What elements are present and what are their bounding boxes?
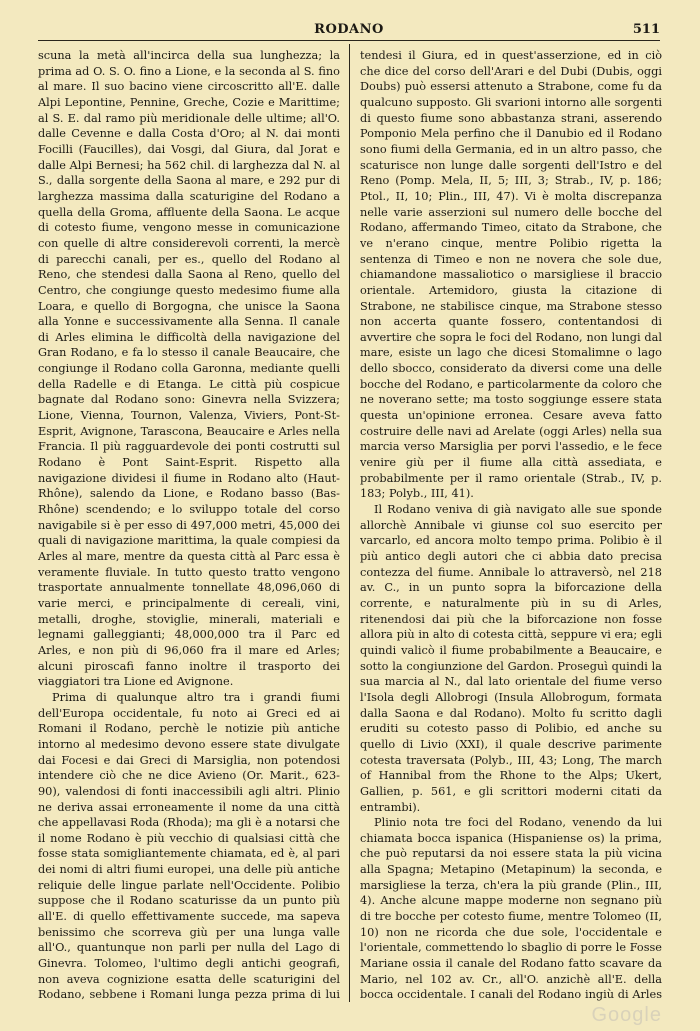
paragraph: Plinio nota tre foci del Rodano, venendo da lui chiamata bocca ispanica (Hispaniense os) la prima, che può reputarsi da noi essere stata la più vicina alla Spagna; Metapino (Metapinum) la seconda, e marsigliese la terza, ch'era la più grande (Plin., III, 4). Anche alcune mappe moderne non segnano più di tre bocche per cotesto fiume, mentre Tolomeo (II, 10) non ne ricorda che due sole, l'occidentale e l'orientale, commettendo lo sbaglio di porre le Fosse Mariane ossia il canale del Rodano fatto scavare da Mario, nel 102 av. Cr., all'O. anzichè all'E. della bocca occidentale. I canali del Rodano ingiù di Arles bbox=[360, 816, 662, 1002]
watermark: Google bbox=[591, 1004, 662, 1026]
running-header bbox=[38, 22, 660, 42]
right-column bbox=[360, 48, 662, 1003]
paragraph: tendesi il Giura, ed in quest'asserzione, ed in ciò che dice del corso dell'Arari e del Dubi (Dubis, oggi Doubs) può essersi attenuto a Strabone, come fu da qualcuno supposto. Gli svarioni intorno alle sorgenti di questo fiume sono abbastanza strani, asserendo Pomponio Mela perfino che il Danubio ed il Rodano sono fiumi della Germania, ed in un altro passo, che scaturisce non lunge dalle sorgenti dell'Istro e del Reno (Pomp. Mela, II, 5; III, 3; Strab., IV, p. 186; Ptol., II, 10; Plin., III, 47). Vi è molta discrepanza nelle varie asserzioni sul numero delle bocche del Rodano, affermando Timeo, citato da Strabone, che ve n'erano cinque, mentre Polibio rigetta la sentenza di Timeo e non ne novera che sole due, chiamandone massaliotico o marsigliese il braccio orientale. Artemidoro, giusta la citazione di Strabone, ne stabilisce cinque, ma Strabone stesso non accerta quante fossero, contentandosi di avvertire che sopra le foci del Rodano, non lungi dal mare, esiste un lago che dicesi Stomalimne o lago dello sbocco, considerato da diversi come una delle bocche del Rodano, e particolarmente da coloro che ne noverano sette; ma tosto soggiunge essere stata questa un'opinione erronea. Cesare aveva fatto costruire delle navi ad Arelate (oggi Arles) nella sua marcia verso Marsiglia per porvi l'assedio, e le fece venire giù per il fiume alla città assediata, e probabilmente per il ramo orientale (Strab., IV, p. 183; Polyb., III, 41). bbox=[360, 49, 662, 501]
header-rule bbox=[38, 40, 660, 41]
running-title: RODANO bbox=[314, 22, 384, 37]
paragraph: Il Rodano veniva di già navigato alle sue sponde allorchè Annibale vi giunse col suo esercito per varcarlo, ed ancora molto tempo prima. Polibio è il più antico degli autori che ci abbia dato precisa contezza del fiume. Annibale lo attraversò, nel 218 av. C., in un punto sopra la biforcazione della corrente, e naturalmente più in su di Arles, ritenendosi dai più che la biforcazione non fosse allora più in alto di cotesta città, seppure vi era; egli quindi valicò il fiume probabilmente a Beaucaire, e sotto la congiunzione del Gardon. Proseguì quindi la sua marcia al N., dal lato orientale del fiume verso l'Isola degli Allobrogi (Insula Allobrogum, formata dalla Saona e dal Rodano). Molto fu scritto dagli eruditi su cotesto passo di Polibio, ed anche su quello di Livio (XXI), il quale descrive parimente cotesta traversata (Polyb., III, 43; Long, The march of Hannibal from the Rhone to the Alps; Ukert, Gallien, p. 561, e gli scrittori moderni citati da entrambi). bbox=[360, 503, 662, 814]
page-number: 511 bbox=[632, 22, 660, 37]
column-divider bbox=[349, 44, 350, 1002]
paragraph: scuna la metà all'incirca della sua lunghezza; la prima ad O. S. O. fino a Lione, e la seconda al S. fino al mare. Il suo bacino viene circoscritto all'E. dalle Alpi Lepontine, Pennine, Greche, Cozie e Marittime; al S. E. dal ramo più meridionale delle ultime; all'O. dalle Cevenne e dalla Costa d'Oro; al N. dai monti Focilli (Faucilles), dai Vosgi, dal Giura, dal Jorat e dalle Alpi Bernesi; ha 562 chil. di larghezza dal N. al S., dalla sorgente della Saona al mare, e 292 pur di larghezza massima dalla scaturigine del Rodano a quella della Groma, affluente della Saona. Le acque di cotesto fiume, vengono messe in comunicazione con quelle di altre considerevoli correnti, la mercè di parecchi canali, per es., quello del Rodano al Reno, che stendesi dalla Saona al Reno, quello del Centro, che congiunge questo medesimo fiume alla Loara, e quello di Borgogna, che unisce la Saona alla Yonne e successivamente alla Senna. Il canale di Arles elimina le difficoltà della navigazione del Gran Rodano, e fa lo stesso il canale Beaucaire, che congiunge il Rodano colla Garonna, mediante quelli della Radelle e di Etanga. Le città più cospicue bagnate dal Rodano sono: Ginevra nella Svizzera; Lione, Vienna, Tournon, Valenza, Viviers, Pont-St-Esprit, Avignone, Tarascona, Beaucaire e Arles nella Francia. Il più ragguardevole dei ponti costrutti sul Rodano è Pont Saint-Esprit. Rispetto alla navigazione dividesi il fiume in Rodano alto (Haut-Rhône), salendo da Lione, e Rodano basso (Bas-Rhône) scendendo; e lo sviluppo totale del corso navigabile si è per esso di 497,000 metri, 45,000 dei quali di navigazione marittima, la quale compiesi da Arles al mare, mentre da questa città al Parc essa è veramente fluviale. In tutto questo tratto vengono trasportate annualmente tonnellate 48,096,060 di varie merci, e principalmente di cereali, vini, metalli, droghe, stoviglie, minerali, materiali e legnami galleggianti; 48,000,000 tra il Parc ed Arles, e non più di 96,060 fra il mare ed Arles; alcuni piroscafi fanno inoltre il trasporto dei viaggiatori tra Lione ed Avignone. bbox=[38, 49, 340, 689]
paragraph: Prima di qualunque altro tra i grandi fiumi dell'Europa occidentale, fu noto ai Greci ed ai Romani il Rodano, perchè le notizie più antiche intorno al medesimo devono essere state divulgate dai Focesi e dai Greci di Marsiglia, non potendosi intendere ciò che ne dice Avieno (Or. Marit., 623-90), valendosi di fonti inaccessibili agli altri. Plinio ne deriva assai erroneamente il nome da una città che appellavasi Roda (Rhoda); ma gli è a notarsi che il nome Rodano è più vecchio di qualsiasi città che fosse stata somigliantemente chiamata, ed è, al pari dei nomi di altri fiumi europei, una delle più antiche reliquie delle lingue parlate nell'Occidente. Polibio suppose che il Rodano scaturisse da un punto più all'E. di quello effettivamente succede, ma sapeva benissimo che scorreva giù per una lunga valle all'O., quantunque non parli per nulla del Lago di Ginevra. Tolomeo, l'ultimo degli antichi geografi, non aveva cognizione esatta delle scaturigini del Rodano, sebbene i Romani lunga pezza prima di lui bbox=[38, 690, 340, 1002]
left-column bbox=[38, 48, 340, 1003]
